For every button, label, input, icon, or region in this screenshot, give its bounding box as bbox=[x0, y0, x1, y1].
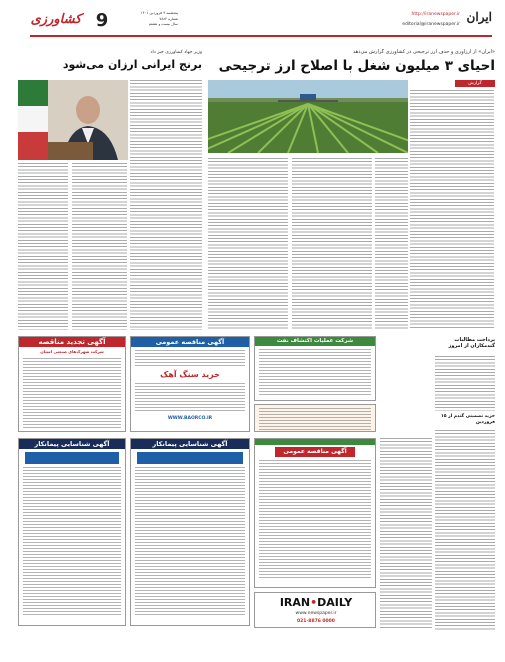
ad-public-tender[interactable] bbox=[254, 438, 376, 588]
right-news-body bbox=[435, 356, 495, 411]
ad-tender-renewal-org: شرکت شهرک‌های صنعتی استان bbox=[40, 349, 104, 354]
ad-iran-daily[interactable] bbox=[254, 592, 376, 628]
main-article-body-col-4 bbox=[208, 158, 288, 330]
iran-daily-logo bbox=[259, 596, 373, 610]
iran-daily-brand-right: DAILY bbox=[317, 596, 353, 609]
ad-stone-purchase-website[interactable]: WWW.BAORCO.IR bbox=[167, 416, 213, 421]
ad-public-tender-title: آگهی مناقصه عمومی bbox=[275, 447, 355, 457]
ad-tender-renewal-body bbox=[23, 358, 121, 428]
side-article-kicker: وزیر جهاد کشاورزی خبر داد bbox=[150, 50, 202, 55]
ad-public-tender-top bbox=[255, 439, 375, 445]
farm-photo bbox=[208, 80, 408, 153]
ad-qualification-2-body bbox=[135, 467, 245, 617]
ad-tender-renewal[interactable] bbox=[18, 336, 126, 432]
date-line: شماره ۷۸۸۲ bbox=[159, 16, 178, 21]
right-news-subtitle: خرید تضمینی گندم از ۱۵ فروردین bbox=[441, 414, 495, 425]
ad-qualification-1-body bbox=[23, 467, 121, 617]
page-number: 9 bbox=[95, 10, 109, 31]
right-news-title: پرداخت مطالبات گندمکاران از امروز bbox=[448, 337, 495, 349]
ad-oil-company-title: شرکت عملیات اکتشاف نفت bbox=[255, 337, 375, 346]
date-block bbox=[118, 11, 178, 33]
byline: گزارش bbox=[455, 80, 495, 87]
minister-photo bbox=[18, 80, 128, 160]
main-article-body-col-2 bbox=[375, 158, 408, 330]
side-article-body-col-1 bbox=[130, 80, 202, 330]
ad-section-text-col bbox=[380, 438, 432, 630]
page-header bbox=[30, 8, 492, 38]
side-article-title: برنج ایرانی ارزان می‌شود bbox=[62, 58, 202, 71]
ad-qualification-1-title: آگهی شناسایی پیمانکار bbox=[19, 439, 125, 449]
ad-qualification-1[interactable] bbox=[18, 438, 126, 626]
iran-daily-phone: 021-8876 0000 bbox=[297, 619, 335, 624]
date-line: سال بیست و هشتم bbox=[148, 22, 178, 26]
ad-stone-purchase-top-body bbox=[135, 350, 245, 366]
main-article-body-col-1 bbox=[410, 90, 494, 330]
main-article-title: احیای ۳ میلیون شغل با اصلاح ارز ترجیحی bbox=[218, 58, 495, 74]
website-link[interactable]: http://iranewspaper.ir bbox=[411, 12, 460, 17]
ad-stone-purchase-body bbox=[135, 383, 245, 413]
ad-oil-company-notice-body bbox=[259, 408, 371, 430]
ad-oil-company[interactable] bbox=[254, 336, 376, 401]
section-title: کشاورزی bbox=[30, 12, 82, 27]
email-link[interactable]: editorial@iranewspaper.ir bbox=[402, 22, 460, 27]
ad-tender-renewal-title: آگهی تجدید مناقصه bbox=[19, 337, 125, 347]
ad-qualification-2[interactable] bbox=[130, 438, 250, 626]
ad-oil-company-body bbox=[259, 349, 371, 397]
ad-qualification-2-title: آگهی شناسایی پیمانکار bbox=[131, 439, 249, 449]
paper-name: ایران bbox=[466, 10, 492, 24]
main-article-body-col-3 bbox=[292, 158, 372, 330]
right-news-body-2 bbox=[435, 430, 495, 630]
main-article-kicker: «ایران» از ارزآوری و حذف ارز ترجیحی در کشاورزی گزارش می‌دهد bbox=[353, 49, 495, 55]
side-article-body-col-3 bbox=[72, 163, 127, 330]
header-rule bbox=[30, 35, 492, 37]
date-line: پنجشنبه ۹ فروردین ۱۴۰۱ bbox=[140, 11, 178, 15]
ad-public-tender-body bbox=[259, 460, 371, 580]
side-article-body-col-2 bbox=[18, 163, 68, 330]
ad-stone-purchase[interactable] bbox=[130, 336, 250, 432]
ad-qualification-2-banner bbox=[137, 452, 243, 464]
ad-stone-purchase-subtitle: خرید سنگ آهک bbox=[160, 370, 220, 379]
iran-daily-dot-icon: • bbox=[310, 596, 318, 609]
iran-daily-website[interactable]: www.newspaper.ir bbox=[295, 611, 337, 616]
ad-qualification-1-banner bbox=[25, 452, 119, 464]
ad-stone-purchase-title: آگهی مناقصه عمومی bbox=[131, 337, 249, 347]
ad-oil-company-notice[interactable] bbox=[254, 404, 376, 432]
iran-daily-brand-left: IRAN bbox=[279, 596, 311, 609]
